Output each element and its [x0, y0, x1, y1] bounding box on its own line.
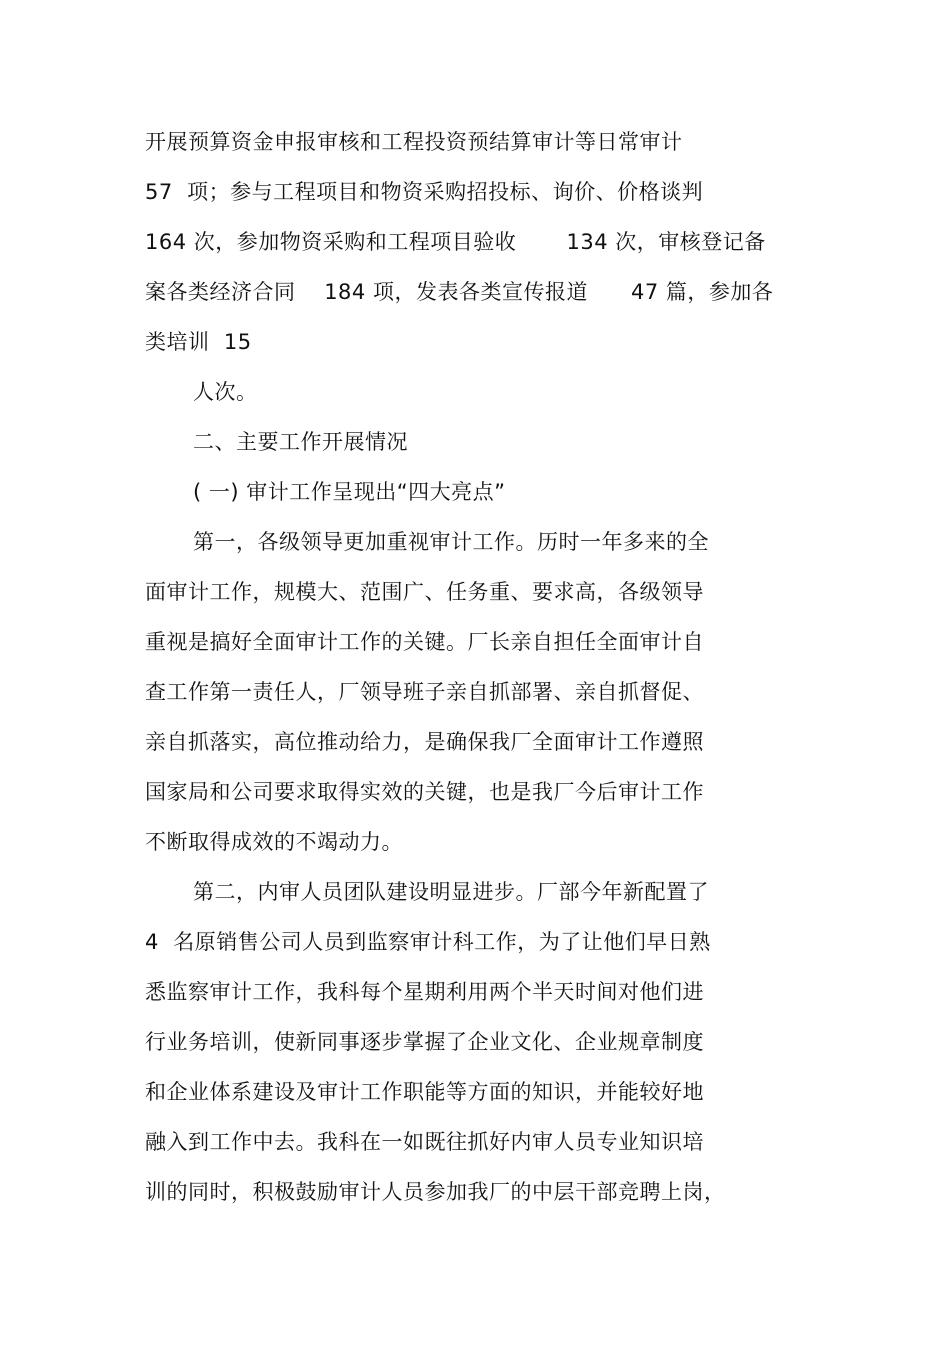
text-line: 悉监察审计工作，我科每个星期利用两个半天时间对他们进: [145, 980, 704, 1004]
text-line: 第一，各级领导更加重视审计工作。历时一年多来的全: [193, 530, 709, 554]
text-line: 164 次，参加物资采购和工程项目验收 134 次，审核登记备: [145, 230, 766, 254]
text-line: 不断取得成效的不竭动力。: [145, 830, 403, 854]
section-heading: 二、主要工作开展情况: [193, 430, 408, 454]
text-line: 第二，内审人员团队建设明显进步。厂部今年新配置了: [193, 880, 709, 904]
text-line: 案各类经济合同 184 项，发表各类宣传报道 47 篇，参加各: [145, 280, 774, 304]
subsection-heading: ( 一) 审计工作呈现出“四大亮点”: [193, 480, 506, 504]
text-line: 开展预算资金申报审核和工程投资预结算审计等日常审计: [145, 130, 683, 154]
text-line: 国家局和公司要求取得实效的关键，也是我厂今后审计工作: [145, 780, 704, 804]
text-line: 查工作第一责任人，厂领导班子亲自抓部署、亲自抓督促、: [145, 680, 704, 704]
text-line: 行业务培训，使新同事逐步掌握了企业文化、企业规章制度: [145, 1030, 704, 1054]
text-line: 4 名原销售公司人员到监察审计科工作，为了让他们早日熟: [145, 930, 711, 954]
text-line: 57 项；参与工程项目和物资采购招投标、询价、价格谈判: [145, 180, 704, 204]
text-line: 和企业体系建设及审计工作职能等方面的知识，并能较好地: [145, 1080, 704, 1104]
text-line: 亲自抓落实，高位推动给力，是确保我厂全面审计工作遵照: [145, 730, 704, 754]
text-line: 重视是搞好全面审计工作的关键。厂长亲自担任全面审计自: [145, 630, 704, 654]
text-line: 融入到工作中去。我科在一如既往抓好内审人员专业知识培: [145, 1130, 704, 1154]
text-line: 人次。: [193, 380, 258, 404]
text-line: 训的同时，积极鼓励审计人员参加我厂的中层干部竞聘上岗，: [145, 1180, 726, 1204]
text-line: 类培训 15: [145, 330, 252, 354]
text-line: 面审计工作，规模大、范围广、任务重、要求高，各级领导: [145, 580, 704, 604]
